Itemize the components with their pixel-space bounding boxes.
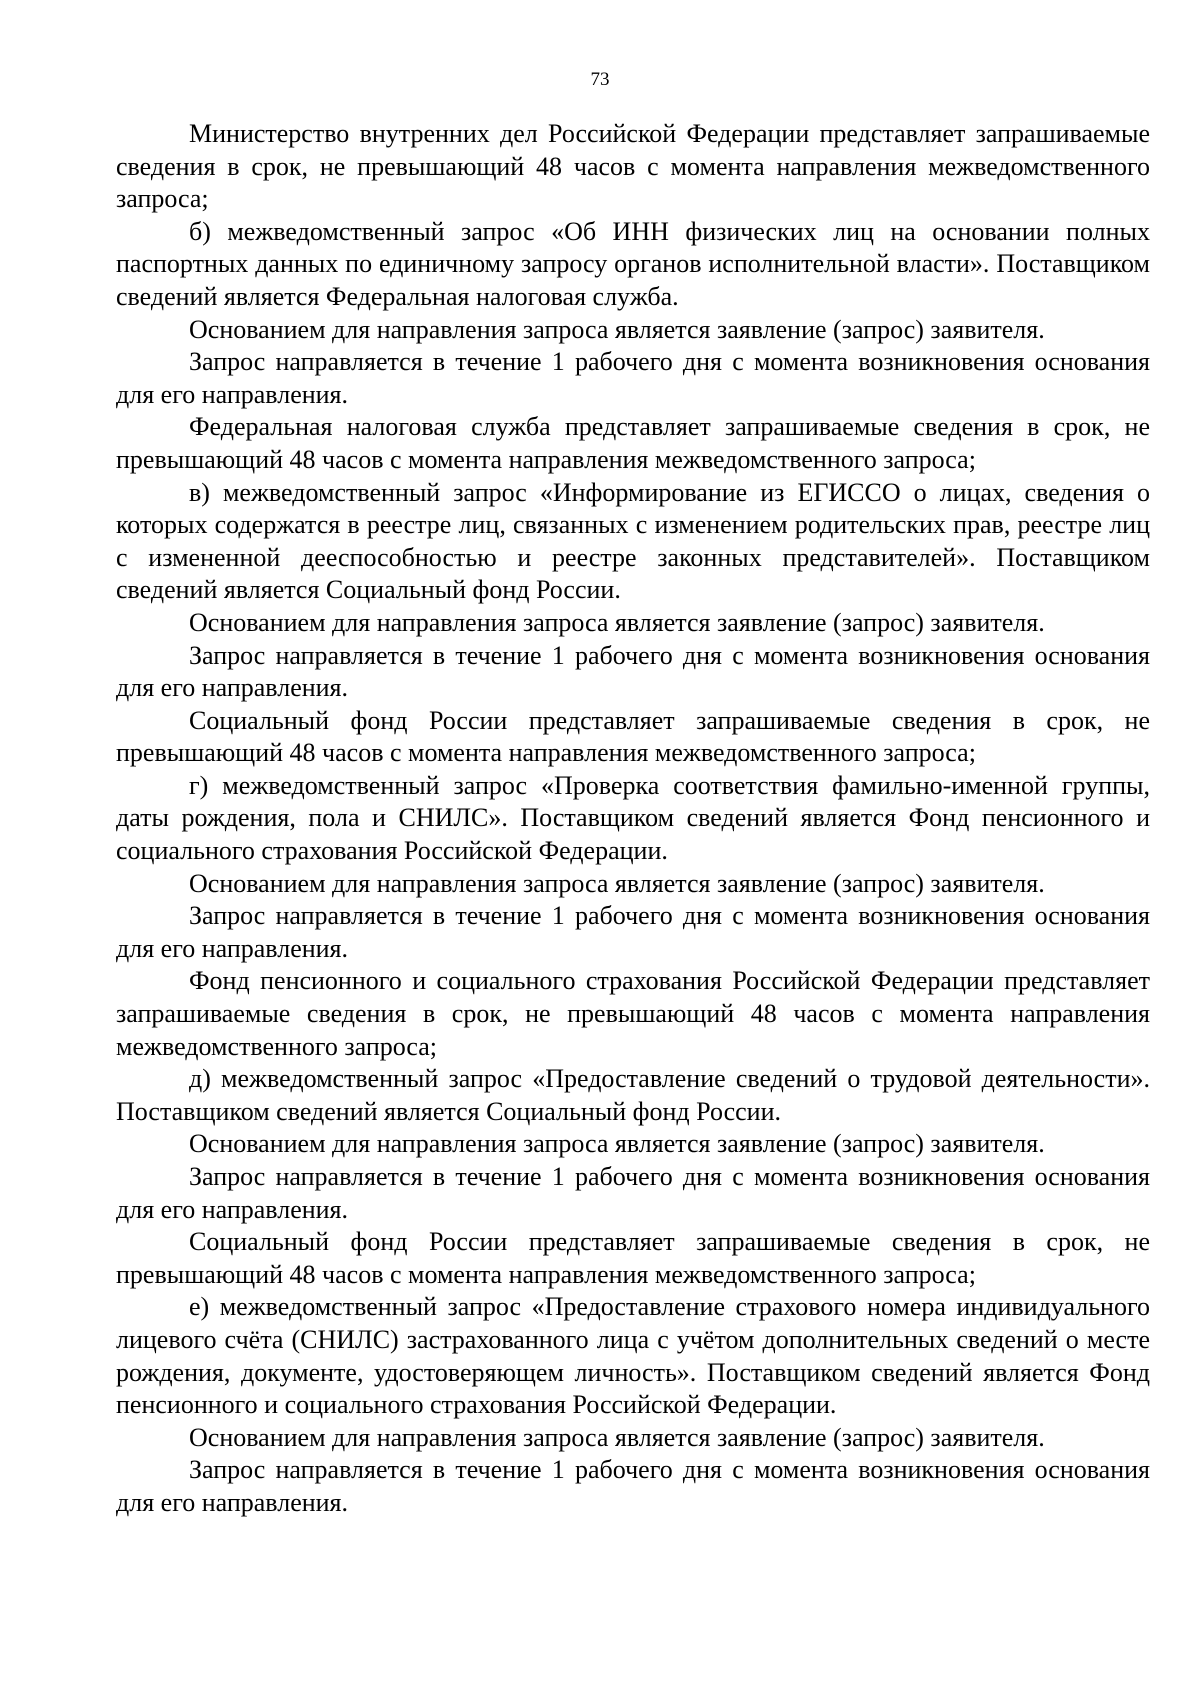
page-number: 73 — [590, 69, 610, 90]
paragraph: Основанием для направления запроса является заявление (запрос) заявителя. — [189, 1422, 1045, 1452]
document-body — [116, 118, 1150, 1520]
paragraph: Министерство внутренних дел Российской Федерации представляет запрашиваемые сведения в срок, не превышающий 48 часов с момента направления межведомственного запроса; — [116, 119, 1150, 214]
paragraph: в) межведомственный запрос «Информирование из ЕГИССО о лицах, сведения о которых содержатся в реестре лиц, связанных с изменением родительских прав, реестре лиц с измененной дееспособностью и реестре законных представителей». Поставщиком сведений является Социальный фонд России. — [116, 477, 1150, 605]
paragraph: Основанием для направления запроса является заявление (запрос) заявителя. — [189, 1129, 1045, 1159]
paragraph: Социальный фонд России представляет запрашиваемые сведения в срок, не превышающий 48 часов с момента направления межведомственного запроса; — [116, 705, 1150, 768]
paragraph: е) межведомственный запрос «Предоставление страхового номера индивидуального лицевого счёта (СНИЛС) застрахованного лица с учётом дополнительных сведений о месте рождения, документе, удостоверяющем личность». Поставщиком сведений является Фонд пенсионного и социального страхования Российской Федерации. — [116, 1292, 1150, 1420]
paragraph: д) межведомственный запрос «Предоставление сведений о трудовой деятельности». Поставщиком сведений является Социальный фонд России. — [116, 1064, 1150, 1126]
paragraph: Запрос направляется в течение 1 рабочего дня с момента возникновения основания для его направления. — [116, 901, 1150, 963]
paragraph: Запрос направляется в течение 1 рабочего дня с момента возникновения основания для его направления. — [116, 347, 1150, 409]
paragraph: б) межведомственный запрос «Об ИНН физических лиц на основании полных паспортных данных по единичному запросу органов исполнительной власти». Поставщиком сведений является Федеральная налоговая служба. — [116, 216, 1150, 311]
paragraph: Запрос направляется в течение 1 рабочего дня с момента возникновения основания для его направления. — [116, 640, 1150, 703]
paragraph: Фонд пенсионного и социального страхования Российской Федерации представляет запрашиваемые сведения в срок, не превышающий 48 часов с момента направления межведомственного запроса; — [116, 966, 1150, 1061]
paragraph: Социальный фонд России представляет запрашиваемые сведения в срок, не превышающий 48 часов с момента направления межведомственного запроса; — [116, 1227, 1150, 1289]
paragraph: Запрос направляется в течение 1 рабочего дня с момента возникновения основания для его направления. — [116, 1455, 1150, 1517]
paragraph: Федеральная налоговая служба представляет запрашиваемые сведения в срок, не превышающий 48 часов с момента направления межведомственного запроса; — [116, 412, 1150, 474]
paragraph: Основанием для направления запроса является заявление (запрос) заявителя. — [189, 607, 1045, 637]
paragraph: Запрос направляется в течение 1 рабочего дня с момента возникновения основания для его направления. — [116, 1162, 1150, 1224]
paragraph: Основанием для направления запроса является заявление (запрос) заявителя. — [189, 314, 1045, 344]
paragraph: г) межведомственный запрос «Проверка соответствия фамильно-именной группы, даты рождения, пола и СНИЛС». Поставщиком сведений является Фонд пенсионного и социального страхования Российской Федерации. — [116, 770, 1150, 866]
paragraph: Основанием для направления запроса является заявление (запрос) заявителя. — [189, 868, 1045, 898]
